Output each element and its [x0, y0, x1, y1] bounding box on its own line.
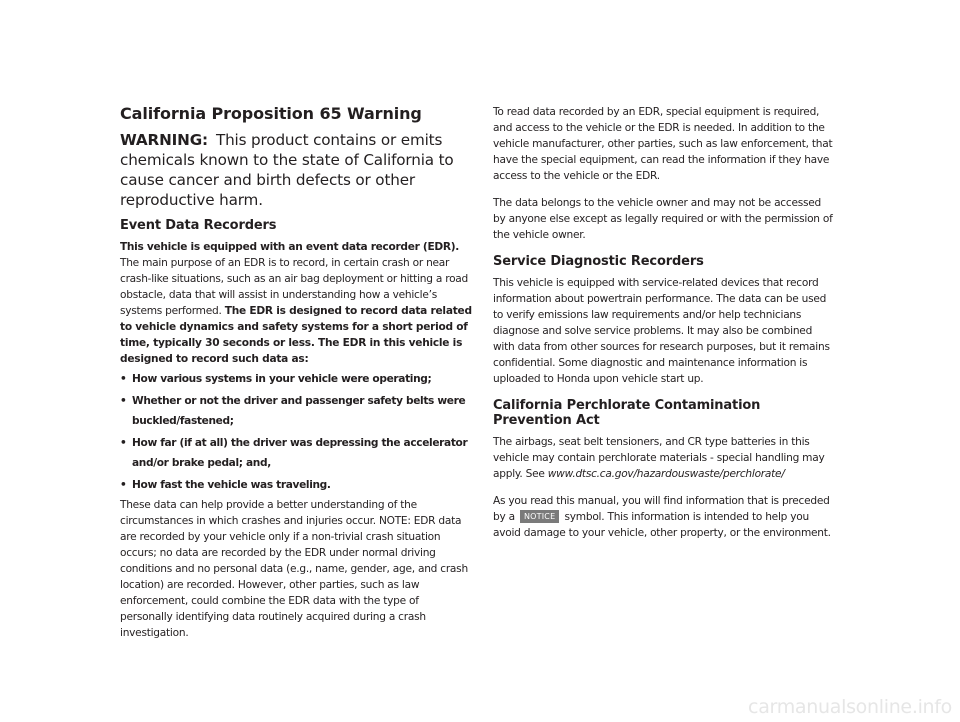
list-item: • How fast the vehicle was traveling. [120, 479, 331, 491]
left-column [120, 104, 472, 641]
edr-access-para: To read data recorded by an EDR, special equipment is required, and access to the vehicle or the EDR is needed. In addition to the vehicle manufacturer, other parties, such as law enforcement, that have the special equipment, can read the information if they have access to the vehicle or the EDR. [493, 106, 833, 182]
list-item: • How various systems in your vehicle were operating; [120, 373, 432, 385]
list-item: • Whether or not the driver and passenger safety belts were buckled/fastened; [120, 395, 466, 427]
sdr-heading: Service Diagnostic Recorders [493, 254, 704, 269]
notice-para: As you read this manual, you will find information that is preceded by a NOTICE symbol. This information is intended to help you avoid damage to your vehicle, other property, or the environment. [493, 495, 831, 539]
list-item: • How far (if at all) the driver was depressing the accelerator and/or brake pedal; and, [120, 437, 468, 469]
edr-ownership-para: The data belongs to the vehicle owner and may not be accessed by anyone else except as legally required or with the permission of the vehicle owner. [493, 197, 833, 241]
edr-bullet-list [120, 369, 472, 495]
edr-purpose-bold: The EDR is designed to record data related to vehicle dynamics and safety systems for a short period of time, typically 30 seconds or less. The EDR in this vehicle is designed to record such data as: [120, 305, 472, 365]
sdr-text: This vehicle is equipped with service-related devices that record information about powertrain performance. The data can be used to verify emissions law requirements and/or help technicians diagnose and solve service problems. It may also be combined with data from other sources for research purposes, but it remains confidential. Some diagnostic and maintenance information is uploaded to Honda upon vehicle start up. [493, 277, 830, 385]
perchlorate-heading: California Perchlorate Contamination Prevention Act [493, 398, 761, 428]
edr-purpose-text: The main purpose of an EDR is to record, in certain crash or near crash-like situations, such as an air bag deployment or hitting a road obstacle, data that will assist in understanding how a vehicle’s systems performed. [120, 257, 469, 317]
prop65-warning [120, 130, 472, 210]
warning-text: This product contains or emits chemicals known to the state of California to cause cancer and birth defects or other reproductive harm. [120, 131, 454, 209]
perchlorate-url[interactable]: www.dtsc.ca.gov/hazardouswaste/perchlorate/ [547, 468, 785, 480]
right-column [493, 104, 835, 541]
warning-label: WARNING: [120, 131, 208, 149]
notice-badge-icon: NOTICE [520, 510, 559, 523]
edr-lead: This vehicle is equipped with an event data recorder (EDR). [120, 241, 459, 253]
watermark: carmanualsonline.info [748, 696, 952, 718]
perchlorate-text: The airbags, seat belt tensioners, and CR type batteries in this vehicle may contain perchlorate materials - special handling may apply. See www.dtsc.ca.gov/hazardouswaste/perchlorate/ [493, 436, 825, 480]
prop65-title: California Proposition 65 Warning [120, 104, 422, 123]
edr-purpose [120, 255, 472, 367]
edr-heading: Event Data Recorders [120, 218, 277, 233]
edr-closing: These data can help provide a better understanding of the circumstances in which crashes and injuries occur. NOTE: EDR data are recorded by your vehicle only if a non-trivial crash situation occurs; no data are recorded by the EDR under normal driving conditions and no personal data (e.g., name, gender, age, and crash location) are recorded. However, other parties, such as law enforcement, could combine the EDR data with the type of personally identifying data routinely acquired during a crash investigation. [120, 499, 468, 639]
